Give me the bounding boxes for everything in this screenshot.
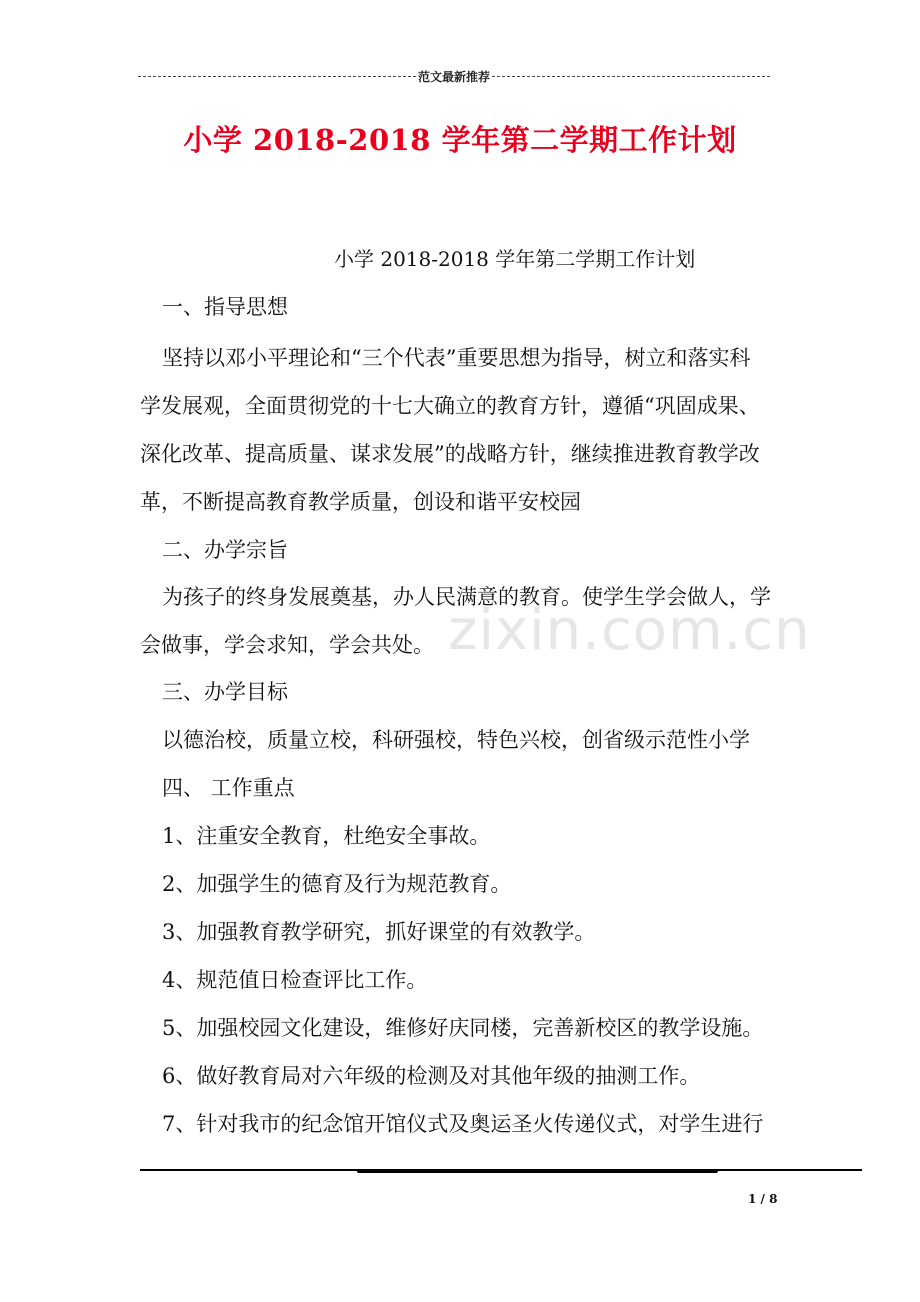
paragraph-line: 为孩子的终身发展奠基，办人民满意的教育。使学生学会做人，学 [162, 585, 771, 609]
paragraph-line: 会做事，学会求知，学会共处。 [140, 633, 434, 657]
paragraph-line: 学发展观，全面贯彻党的十七大确立的教育方针，遵循“巩固成果、 [140, 394, 760, 418]
header-dash-right [492, 76, 770, 77]
watermark-text: zixin.com.cn [448, 598, 811, 663]
list-item: 4、规范值日检查评比工作。 [162, 968, 428, 992]
document-title: 小学 2018-2018 学年第二学期工作计划 [183, 123, 737, 157]
header-banner [138, 66, 770, 86]
paragraph-line: 坚持以邓小平理论和“三个代表”重要思想为指导，树立和落实科 [162, 346, 751, 370]
footer-divider [140, 1169, 862, 1175]
page-number: 1 / 8 [748, 1192, 778, 1206]
section-heading: 二、办学宗旨 [162, 538, 288, 562]
list-item: 2、加强学生的德育及行为规范教育。 [162, 872, 512, 896]
header-dash-left [138, 76, 416, 77]
paragraph-line: 革，不断提高教育教学质量，创设和谐平安校园 [140, 490, 581, 514]
list-item: 3、加强教育教学研究，抓好课堂的有效教学。 [162, 920, 596, 944]
section-heading: 一、指导思想 [162, 295, 288, 319]
section-heading: 四、 工作重点 [162, 776, 295, 800]
header-banner-label: 范文最新推荐 [418, 69, 491, 84]
list-item: 1、注重安全教育，杜绝安全事故。 [162, 824, 491, 848]
paragraph-line: 以德治校，质量立校，科研强校，特色兴校，创省级示范性小学 [162, 728, 750, 752]
section-heading: 三、办学目标 [162, 680, 288, 704]
list-item: 7、针对我市的纪念馆开馆仪式及奥运圣火传递仪式，对学生进行 [162, 1112, 764, 1136]
list-item: 6、做好教育局对六年级的检测及对其他年级的抽测工作。 [162, 1064, 701, 1088]
paragraph-line: 深化改革、提高质量、谋求发展”的战略方针，继续推进教育教学改 [140, 442, 760, 466]
document-subtitle: 小学 2018-2018 学年第二学期工作计划 [334, 247, 696, 271]
list-item: 5、加强校园文化建设，维修好庆同楼，完善新校区的教学设施。 [162, 1016, 764, 1040]
